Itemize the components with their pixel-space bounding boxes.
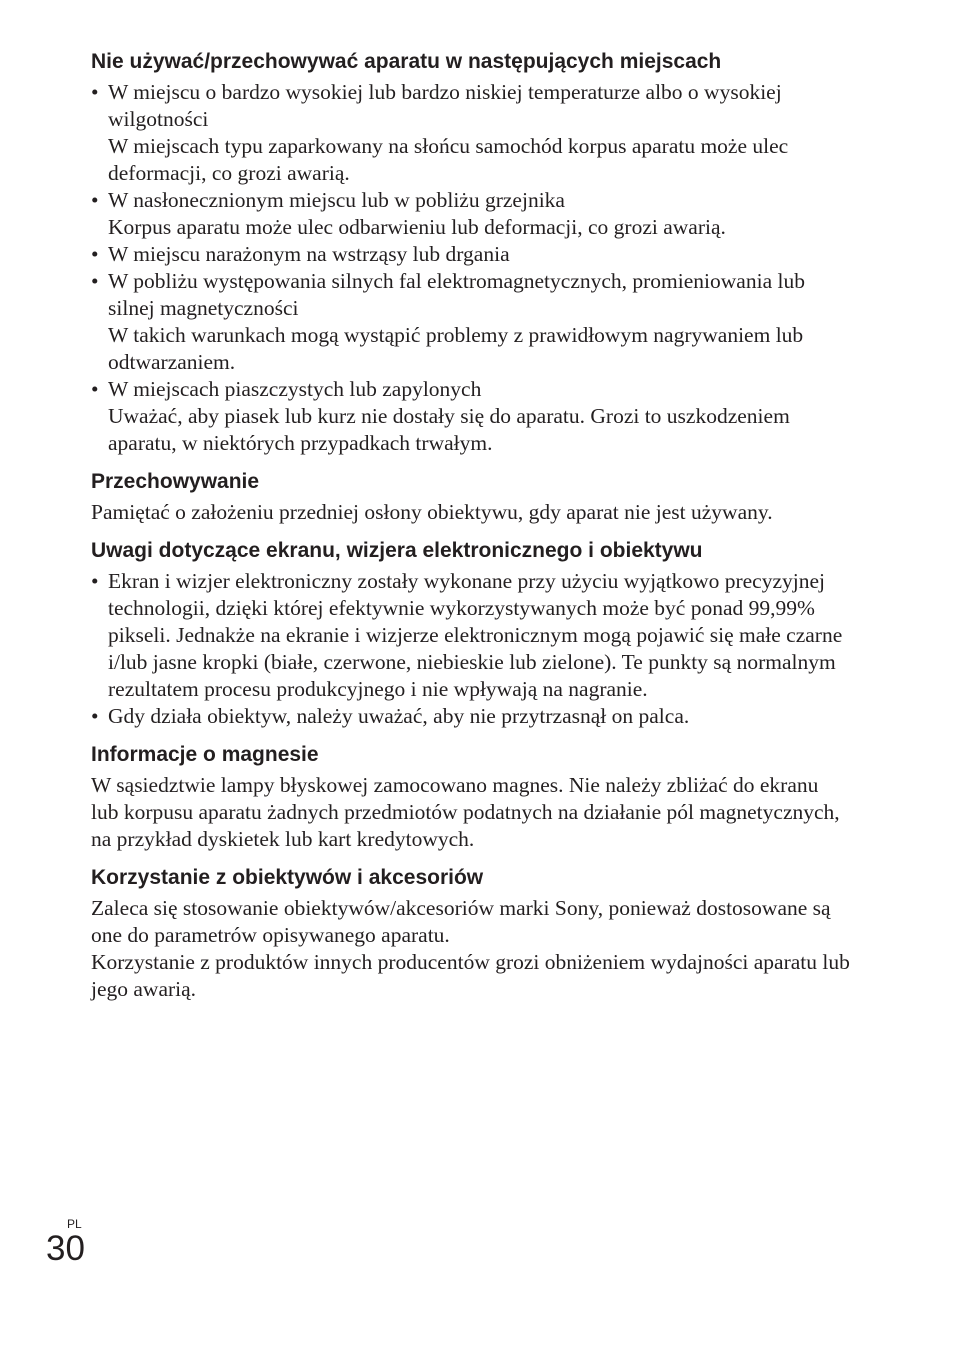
list-item (91, 187, 851, 241)
list-item (91, 376, 851, 457)
page-number: 30 (46, 1229, 85, 1268)
bullet-detail: Korpus aparatu może ulec odbarwieniu lub deformacji, co grozi awarią. (108, 215, 726, 239)
bullet-text: W nasłonecznionym miejscu lub w pobliżu grzejnika (108, 188, 565, 212)
bullet-detail: W miejscach typu zaparkowany na słońcu samochód korpus aparatu może ulec deformacji, co grozi awarią. (108, 134, 789, 185)
section-storage-locations (91, 48, 851, 457)
section-magnet (91, 741, 851, 853)
bullet-text: W miejscu o bardzo wysokiej lub bardzo niskiej temperaturze albo o wysokiej wilgotności (108, 80, 782, 131)
bullet-detail: W takich warunkach mogą wystąpić problemy z prawidłowym nagrywaniem lub odtwarzaniem. (108, 323, 804, 374)
section-heading: Uwagi dotyczące ekranu, wizjera elektronicznego i obiektywu (91, 539, 703, 562)
section-heading: Nie używać/przechowywać aparatu w następujących miejscach (91, 50, 722, 73)
bullet-text: Ekran i wizjer elektroniczny zostały wykonane przy użyciu wyjątkowo precyzyjnej technologii, dzięki której efektywnie wykorzystywanych może być ponad 99,99% pikseli. Jednakże na ekranie i wizjerze elektronicznym mogą pojawić się małe czarne i/lub jasne kropki (białe, czerwone, niebieskie lub zielone). Te punkty są normalnym rezultatem procesu produkcyjnego i nie wpływają na nagranie. (108, 569, 843, 701)
section-storage (91, 468, 851, 526)
bullet-list (91, 79, 851, 457)
section-lenses-accessories (91, 864, 851, 1003)
paragraph: Korzystanie z produktów innych producentów grozi obniżeniem wydajności aparatu lub jego awarią. (91, 950, 850, 1001)
list-item (91, 241, 851, 268)
paragraph: W sąsiedztwie lampy błyskowej zamocowano magnes. Nie należy zbliżać do ekranu lub korpusu aparatu żadnych przedmiotów podatnych na działanie pól magnetycznych, na przykład dyskietek lub kart kredytowych. (91, 773, 840, 851)
bullet-text: W miejscu narażonym na wstrząsy lub drgania (108, 242, 510, 266)
bullet-list (91, 568, 851, 730)
language-code: PL (67, 1217, 82, 1231)
bullet-text: W miejscach piaszczystych lub zapylonych (108, 377, 482, 401)
section-screen-notes (91, 537, 851, 730)
section-heading: Korzystanie z obiektywów i akcesoriów (91, 866, 484, 889)
page-footer (46, 1217, 85, 1267)
document-body (91, 48, 851, 1014)
list-item (91, 79, 851, 187)
list-item (91, 568, 851, 703)
paragraph: Zaleca się stosowanie obiektywów/akcesoriów marki Sony, ponieważ dostosowane są one do parametrów opisywanego aparatu. (91, 896, 831, 947)
section-heading: Informacje o magnesie (91, 743, 319, 766)
bullet-detail: Uważać, aby piasek lub kurz nie dostały się do aparatu. Grozi to uszkodzeniem aparatu, w niektórych przypadkach trwałym. (108, 404, 790, 455)
bullet-text: Gdy działa obiektyw, należy uważać, aby nie przytrzasnął on palca. (108, 704, 690, 728)
list-item (91, 703, 851, 730)
paragraph: Pamiętać o założeniu przedniej osłony obiektywu, gdy aparat nie jest używany. (91, 500, 773, 524)
section-heading: Przechowywanie (91, 470, 260, 493)
list-item (91, 268, 851, 376)
bullet-text: W pobliżu występowania silnych fal elektromagnetycznych, promieniowania lub silnej magnetyczności (108, 269, 805, 320)
